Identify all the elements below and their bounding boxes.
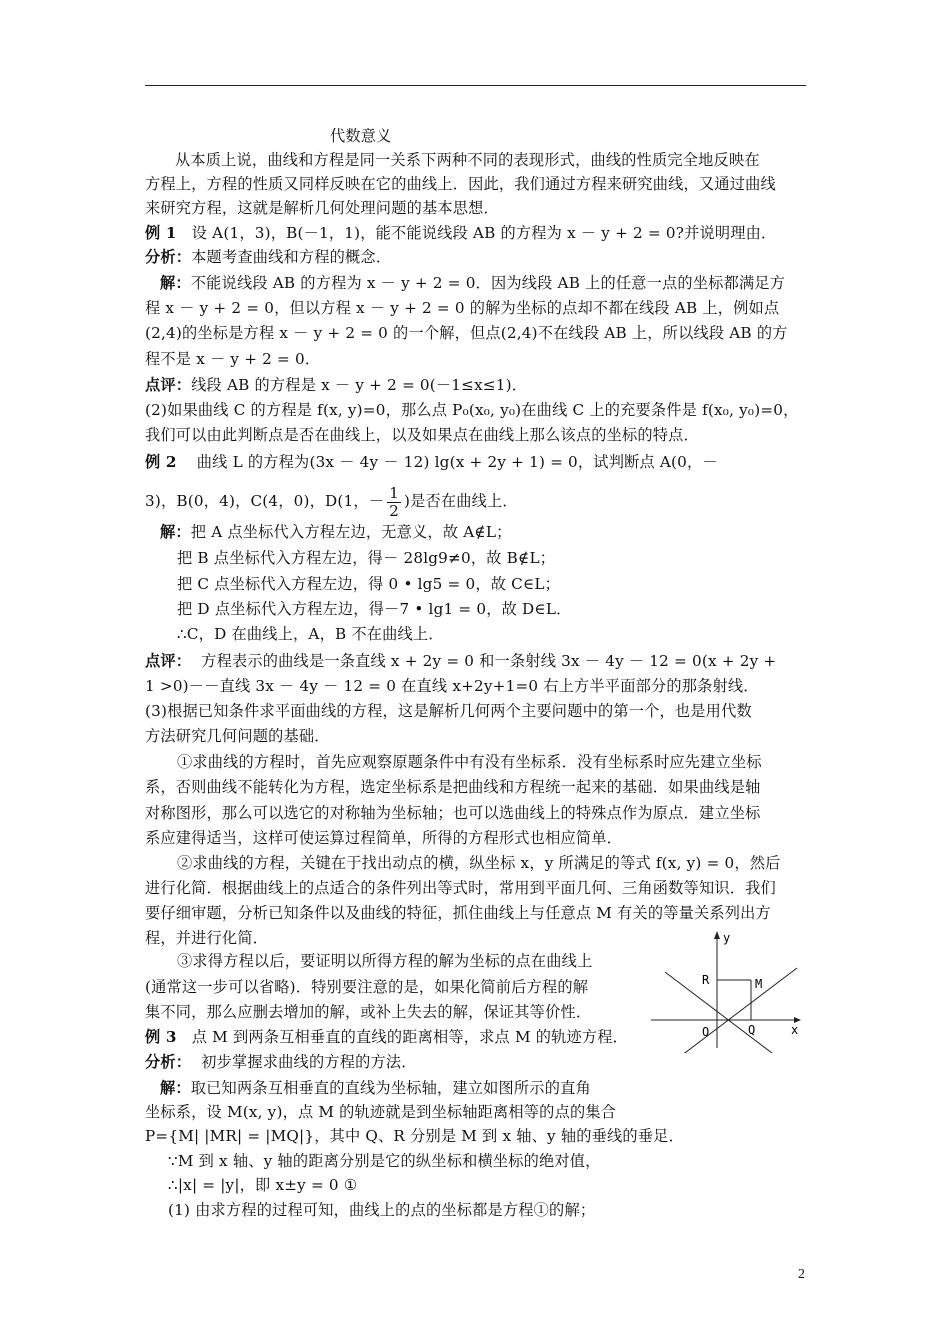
solution-3 bbox=[160, 1077, 591, 1099]
comment-2 bbox=[145, 650, 776, 672]
label-r: R bbox=[702, 973, 710, 987]
paragraph-line: ③求得方程以后，要证明以所得方程的解为坐标的点在曲线上 bbox=[177, 952, 593, 970]
fraction-one-half: $\frac{1}{2}$ bbox=[389, 483, 399, 520]
analysis-1 bbox=[145, 246, 391, 268]
label-y: y bbox=[723, 931, 731, 945]
comment-text: 方程表示的曲线是一条直线 x + 2y = 0 和一条射线 3x － 4y － 12 = 0(x + 2y + bbox=[201, 652, 777, 670]
paragraph-line: 坐标系，设 M(x, y)，点 M 的轨迹就是到坐标轴距离相等的点的集合 bbox=[145, 1103, 617, 1121]
example-label: 例 1 bbox=[145, 224, 177, 242]
paragraph-line: ①求曲线的方程时，首先应观察原题条件中有没有坐标系．没有坐标系时应先建立坐标 bbox=[177, 753, 762, 771]
paragraph-line: 程，并进行化简． bbox=[145, 929, 269, 947]
paragraph-line: ②求曲线的方程，关键在于找出动点的横，纵坐标 x，y 所满足的等式 f(x, y) = 0，然后 bbox=[177, 854, 781, 872]
paragraph-line: (2)如果曲线 C 的方程是 f(x, y)=0，那么点 P₀(x₀, y₀)在曲线 C 上的充要条件是 f(x₀, y₀)=0， bbox=[145, 401, 799, 419]
y-axis-arrow bbox=[714, 931, 720, 939]
example-label: 例 2 bbox=[145, 453, 177, 471]
solution-label: 解： bbox=[160, 523, 191, 541]
solution-text: 把 A 点坐标代入方程左边，无意义，故 A∉L； bbox=[190, 523, 512, 541]
solution-step: 把 C 点坐标代入方程左边，得 0 • lg5 = 0，故 C∈L； bbox=[177, 575, 561, 593]
paragraph-line: 从本质上说，曲线和方程是同一关系下两种不同的表现形式，曲线的性质完全地反映在 bbox=[175, 151, 760, 169]
example-label: 例 3 bbox=[145, 1028, 177, 1046]
solution-label: 解： bbox=[160, 274, 191, 292]
paragraph-line: ∵M 到 x 轴、y 轴的距离分别是它的纵坐标和横坐标的绝对值， bbox=[168, 1152, 601, 1170]
line-y-equals-neg-x bbox=[665, 972, 797, 1053]
paragraph-line: 要仔细审题，分析已知条件以及曲线的特征，抓住曲线上与任意点 M 有关的等量关系列出方 bbox=[145, 904, 771, 922]
example-text: )是否在曲线上． bbox=[403, 492, 518, 510]
solution-conclusion: ∴C，D 在曲线上，A，B 不在曲线上． bbox=[177, 625, 444, 643]
label-o: O bbox=[702, 1025, 710, 1039]
solution-step: 把 B 点坐标代入方程左边，得－ 28lg9≠0，故 B∉L； bbox=[177, 549, 556, 567]
solution-2 bbox=[160, 521, 512, 543]
label-q: Q bbox=[748, 1023, 756, 1037]
analysis-label: 分析： bbox=[145, 1053, 192, 1071]
solution-1 bbox=[160, 272, 785, 294]
analysis-text: 本题考查曲线和方程的概念． bbox=[191, 248, 392, 266]
section-heading: 代数意义 bbox=[330, 127, 392, 145]
page-number: 2 bbox=[798, 1267, 805, 1282]
paragraph-line: P={M| |MR| = |MQ|}，其中 Q、R 分别是 M 到 x 轴、y 轴的垂线的垂足． bbox=[145, 1127, 684, 1145]
paragraph-line: 系，否则曲线不能转化为方程，选定坐标系是把曲线和方程统一起来的基础．如果曲线是轴 bbox=[145, 778, 761, 796]
example-text: 曲线 L 的方程为(3x － 4y － 12) lg(x + 2y + 1) = 0，试判断点 A(0，－ bbox=[196, 453, 718, 471]
example-1 bbox=[145, 222, 776, 244]
example-2-points bbox=[145, 478, 518, 524]
paragraph-line: 程 x － y + 2 = 0，但以方程 x － y + 2 = 0 的解为坐标的点却不都在线段 AB 上，例如点 bbox=[145, 299, 780, 317]
paragraph-line: (3)根据已知条件求平面曲线的方程，这是解析几何两个主要问题中的第一个，也是用代数 bbox=[145, 702, 752, 720]
coordinate-figure bbox=[647, 928, 812, 1053]
paragraph-line: 对称图形，那么可以选它的对称轴为坐标轴；也可以选曲线上的特殊点作为原点．建立坐标 bbox=[145, 804, 761, 822]
paragraph-line: 方法研究几何问题的基础． bbox=[145, 727, 330, 745]
analysis-3 bbox=[145, 1051, 417, 1073]
example-3 bbox=[145, 1026, 628, 1048]
paragraph-line: 我们可以由此判断点是否在曲线上，以及如果点在曲线上那么该点的坐标的特点． bbox=[145, 426, 699, 444]
line-y-equals-x bbox=[665, 968, 797, 1053]
paragraph-line: 来研究方程，这就是解析几何处理问题的基本思想． bbox=[145, 199, 499, 217]
example-text: 设 A(1，3)，B(－1，1)，能不能说线段 AB 的方程为 x － y + 2 = 0?并说明理由． bbox=[191, 224, 777, 242]
solution-text: 取已知两条互相垂直的直线为坐标轴，建立如图所示的直角 bbox=[190, 1079, 591, 1097]
example-2 bbox=[145, 451, 718, 473]
paragraph-line: (2,4)的坐标是方程 x － y + 2 = 0 的一个解，但点(2,4)不在线段 AB 上，所以线段 AB 的方 bbox=[145, 324, 788, 342]
solution-label: 解： bbox=[160, 1079, 191, 1097]
comment-1 bbox=[145, 374, 527, 396]
label-x: x bbox=[791, 1023, 799, 1037]
paragraph-line: (通常这一步可以省略)．特别要注意的是，如果化简前后方程的解 bbox=[145, 978, 589, 996]
analysis-text: 初步掌握求曲线的方程的方法． bbox=[201, 1053, 417, 1071]
solution-step: 把 D 点坐标代入方程左边，得－7 • lg1 = 0，故 D∈L． bbox=[177, 600, 572, 618]
header-rule bbox=[145, 85, 806, 86]
paragraph-line: 进行化简．根据曲线上的点适合的条件列出等式时，常用到平面几何、三角函数等知识．我们 bbox=[145, 879, 776, 897]
paragraph-line: ∴|x| = |y|，即 x±y = 0 ① bbox=[168, 1176, 358, 1194]
example-text: 点 M 到两条互相垂直的直线的距离相等，求点 M 的轨迹方程． bbox=[191, 1028, 629, 1046]
comment-text: 线段 AB 的方程是 x － y + 2 = 0(－1≤x≤1)． bbox=[191, 376, 528, 394]
label-m: M bbox=[755, 977, 763, 991]
paragraph-line: (1) 由求方程的过程可知，曲线上的点的坐标都是方程①的解； bbox=[168, 1201, 596, 1219]
example-text: 3)，B(0，4)，C(4，0)，D(1，－ bbox=[145, 492, 385, 510]
paragraph-line: 系应建得适当，这样可使运算过程简单，所得的方程形式也相应简单． bbox=[145, 829, 623, 847]
paragraph-line: 集不同，那么应删去增加的解，或补上失去的解，保证其等价性． bbox=[145, 1003, 592, 1021]
solution-text: 不能说线段 AB 的方程为 x － y + 2 = 0．因为线段 AB 上的任意一点的坐标都满足方 bbox=[190, 274, 786, 292]
paragraph-line: 方程上，方程的性质又同样反映在它的曲线上．因此，我们通过方程来研究曲线，又通过曲线 bbox=[145, 175, 776, 193]
analysis-label: 分析： bbox=[145, 248, 192, 266]
comment-label: 点评： bbox=[145, 652, 192, 670]
comment-label: 点评： bbox=[145, 376, 192, 394]
paragraph-line: 1 >0)－－直线 3x － 4y － 12 = 0 在直线 x+2y+1=0 右上方半平面部分的那条射线． bbox=[145, 677, 759, 695]
paragraph-line: 程不是 x － y + 2 = 0． bbox=[145, 350, 321, 368]
